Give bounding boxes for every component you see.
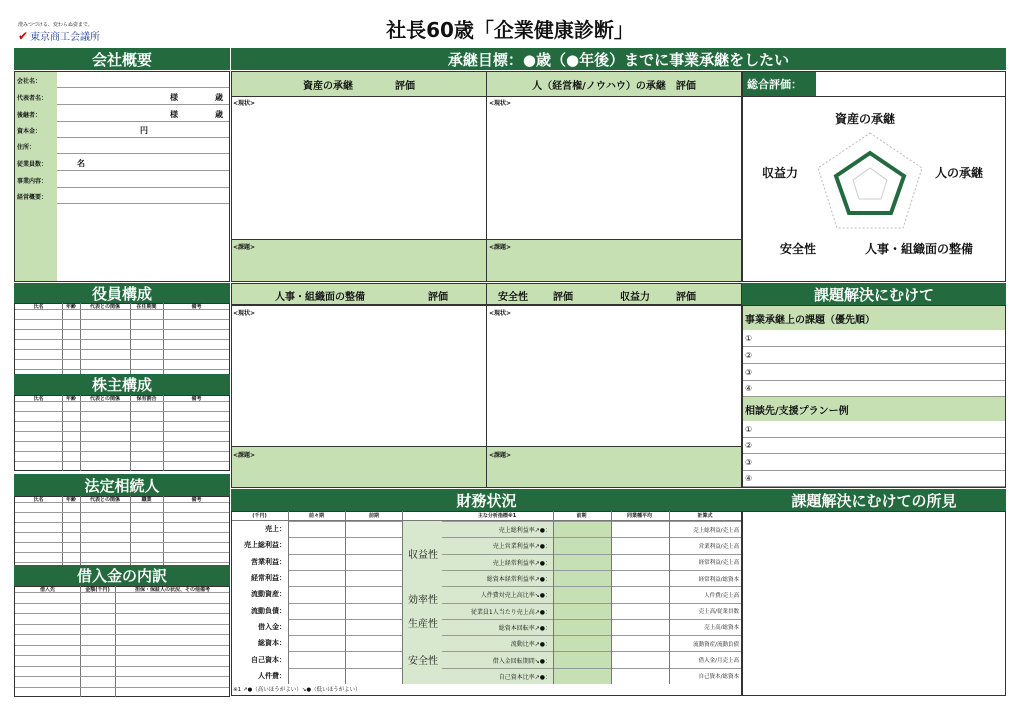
radar-chart	[815, 128, 925, 238]
loans-row[interactable]	[15, 666, 229, 677]
ratio-cell[interactable]	[611, 570, 669, 586]
hr-issue-label: <課題>	[233, 452, 256, 459]
shareholders-col-header: 年齢	[65, 395, 76, 402]
company-field-label: 住所：	[17, 143, 36, 151]
formula: 売上高/従業員数	[669, 603, 741, 619]
radar-label-asset: 資産の承継	[834, 112, 895, 126]
consult-row[interactable]: ①	[743, 421, 1005, 438]
safety-eval: 評価	[553, 292, 573, 303]
shareholders-row[interactable]	[15, 451, 229, 461]
people-eval: 評価	[675, 80, 696, 92]
radar-label-safety: 安全性	[780, 242, 817, 256]
finance-cell[interactable]	[289, 537, 345, 553]
ratio-label: 自己資本比率↗●：	[442, 668, 553, 684]
finance-cell[interactable]	[346, 554, 402, 570]
issue-row[interactable]: ②	[743, 347, 1005, 364]
ratio-cell[interactable]	[611, 668, 669, 684]
formula: 人件費/売上高	[669, 586, 741, 602]
officers-col-header: 在任期間	[136, 303, 157, 310]
ratio-cell[interactable]	[611, 586, 669, 602]
ratio-cell[interactable]	[611, 635, 669, 651]
officers-header: 役員構成	[14, 283, 230, 303]
loans-row[interactable]	[15, 687, 229, 698]
loans-row[interactable]	[15, 655, 229, 666]
people-issue-area[interactable]	[487, 239, 741, 281]
finance-cell[interactable]	[346, 537, 402, 553]
officers-row[interactable]	[15, 329, 229, 339]
ratio-cell[interactable]	[611, 521, 669, 537]
group-label: 効率性	[408, 594, 438, 606]
ratio-label: 総資本経常利益率↗●：	[442, 570, 553, 586]
ratio-label: 借入金回転期間↘●：	[442, 651, 553, 667]
ratio-cell[interactable]	[553, 619, 611, 635]
safety-issue-area[interactable]	[487, 446, 741, 487]
ratio-cell[interactable]	[611, 603, 669, 619]
page-title: 社長60歳「企業健康診断」	[386, 18, 634, 42]
ratio-col-header: 同業種平均	[626, 513, 652, 519]
finance-cell[interactable]	[289, 668, 345, 684]
shareholders-row[interactable]	[15, 411, 229, 421]
solve-header: 課題解決にむけて	[742, 283, 1006, 305]
finance-cell[interactable]	[346, 570, 402, 586]
shareholders-col-header: 氏名	[33, 395, 44, 402]
consult-row[interactable]: ④	[743, 470, 1005, 487]
ratio-cell[interactable]	[611, 651, 669, 667]
shareholders-row[interactable]	[15, 431, 229, 441]
sai-text: 歳	[215, 110, 223, 119]
finance-cell[interactable]	[346, 668, 402, 684]
formula: 売上総利益/売上高	[669, 521, 741, 537]
logo-tagline: 澄みつづける、変わらぬ姿まで。	[18, 22, 93, 28]
company-field-label: 後継者：	[17, 111, 42, 119]
finance-item-label: 自己資本：	[251, 655, 286, 664]
asset-issue-area[interactable]	[232, 239, 486, 281]
hr-issue-area[interactable]	[232, 446, 486, 487]
sama-text: 様	[170, 110, 178, 119]
asset-eval: 評価	[395, 80, 415, 92]
loans-row[interactable]	[15, 676, 229, 687]
yen-text: 円	[140, 126, 148, 135]
ratio-label: 従業員1人当たり売上高↗●：	[442, 603, 553, 619]
heirs-row[interactable]	[15, 522, 229, 532]
asset-status-label: <現状>	[233, 100, 256, 107]
people-title: 人（経営権/ノウハウ）の承継	[532, 80, 666, 92]
sama-text: 様	[170, 93, 178, 102]
period-header: 前々期	[308, 513, 324, 519]
ratio-cell[interactable]	[553, 635, 611, 651]
col-divider	[402, 511, 403, 684]
ratio-cell[interactable]	[553, 586, 611, 602]
officers-col-header: 代表との関係	[89, 303, 120, 310]
ratio-cell[interactable]	[553, 521, 611, 537]
heirs-row[interactable]	[15, 552, 229, 562]
shareholders-col-header: 代表との関係	[89, 395, 120, 402]
finance-cell[interactable]	[289, 586, 345, 602]
shareholders-col-header: 保有割合	[136, 395, 157, 402]
company-field-input[interactable]	[57, 72, 229, 88]
loans-row[interactable]	[15, 645, 229, 656]
finance-cell[interactable]	[346, 651, 402, 667]
finance-item-label: 借入金：	[258, 622, 286, 631]
ratio-col-header: 計算式	[697, 513, 713, 519]
finance-cell[interactable]	[346, 521, 402, 537]
loans-row[interactable]	[15, 613, 229, 624]
finance-item-label: 流動資産：	[251, 590, 286, 599]
ratio-cell[interactable]	[553, 554, 611, 570]
finance-cell[interactable]	[289, 554, 345, 570]
consult-row[interactable]: ③	[743, 454, 1005, 471]
heirs-row[interactable]	[15, 502, 229, 512]
heirs-row[interactable]	[15, 542, 229, 552]
loans-row[interactable]	[15, 592, 229, 603]
radar-label-profit: 収益力	[762, 166, 799, 180]
finance-item-label: 人件費：	[258, 671, 286, 680]
consult-title: 相談先/支援プランー例	[743, 397, 1005, 421]
officers-row[interactable]	[15, 319, 229, 329]
ratio-label: 売上営業利益率↗●：	[442, 537, 553, 553]
ratio-cell[interactable]	[553, 603, 611, 619]
company-field-label: 経営概要：	[17, 193, 48, 201]
group-label: 生産性	[408, 619, 438, 631]
company-field-label: 従業員数：	[17, 160, 48, 168]
hr-eval: 評価	[428, 292, 448, 303]
succession-header: 承継目標：●歳（●年後）までに事業承継をしたい	[231, 48, 1006, 70]
formula: 経常利益/売上高	[669, 554, 741, 570]
finance-cell[interactable]	[346, 586, 402, 602]
issue-row[interactable]: ①	[743, 330, 1005, 347]
overall-label: 総合評価：	[743, 72, 816, 96]
people-status-label: <現状>	[489, 100, 512, 107]
company-field-input[interactable]	[57, 138, 229, 154]
company-field-label: 事業内容：	[17, 177, 48, 185]
hr-title: 人事・組織面の整備	[275, 292, 365, 303]
logo	[18, 28, 100, 43]
people-title-bar	[487, 72, 741, 96]
col-divider	[611, 511, 612, 684]
heirs-col-header: 備考	[191, 496, 202, 503]
shareholders-header: 株主構成	[14, 374, 230, 395]
finance-header: 財務状況	[231, 489, 742, 511]
col-divider	[669, 511, 670, 684]
safety-title: 安全性	[498, 292, 528, 303]
finance-item-label: 売上：	[265, 525, 286, 534]
finance-cell[interactable]	[289, 521, 345, 537]
ratio-cell[interactable]	[611, 619, 669, 635]
officers-col-header: 備考	[191, 303, 202, 310]
finance-cell[interactable]	[289, 603, 345, 619]
formula: 自己資本/総資本	[669, 668, 741, 684]
ratio-header: 主な分析指標※1	[477, 513, 517, 519]
ratio-label: 売上経常利益率↗●：	[442, 554, 553, 570]
company-field-label: 代表者名：	[17, 94, 48, 102]
logo-name: 東京商工会議所	[30, 32, 101, 43]
consult-row[interactable]: ②	[743, 437, 1005, 454]
loans-row[interactable]	[15, 624, 229, 635]
opinion-area[interactable]	[742, 511, 1006, 696]
formula: 経常利益/総資本	[669, 570, 741, 586]
shareholders-row[interactable]	[15, 401, 229, 411]
finance-cell[interactable]	[289, 651, 345, 667]
logo-mark-icon: ✔	[18, 28, 29, 43]
loans-col-header: 担保・保証人の状況、その他備考	[134, 586, 210, 593]
issue-row[interactable]: ③	[743, 364, 1005, 381]
heirs-col-header: 代表との関係	[89, 496, 120, 503]
finance-note: ※1 ↗●（高いほうがよい）↘●（低いほうがよい）	[233, 687, 361, 693]
company-field-input[interactable]	[57, 172, 229, 188]
ratio-cell[interactable]	[553, 651, 611, 667]
formula: 営業利益/売上高	[669, 537, 741, 553]
heirs-row[interactable]	[15, 532, 229, 542]
safety-status-label: <現状>	[489, 310, 512, 317]
shareholders-row[interactable]	[15, 461, 229, 471]
safety-issue-label: <課題>	[489, 452, 512, 459]
col-divider	[288, 511, 289, 684]
sai-text: 歳	[215, 93, 223, 102]
ratio-label: 売上総利益率↗●：	[442, 521, 553, 537]
officers-row[interactable]	[15, 339, 229, 349]
ratio-col-header: 前期	[576, 513, 587, 519]
mei-text: 名	[77, 159, 85, 168]
officers-row[interactable]	[15, 309, 229, 319]
ratio-cell[interactable]	[553, 668, 611, 684]
company-field-input[interactable]	[57, 188, 229, 204]
shareholders-col-header: 備考	[191, 395, 202, 402]
asset-title-bar	[232, 72, 486, 96]
officers-col-header: 氏名	[33, 303, 44, 310]
company-field-label: 資本金：	[17, 127, 42, 135]
finance-cell[interactable]	[346, 603, 402, 619]
company-field-input[interactable]	[57, 89, 229, 105]
formula: 流動資産/流動負債	[669, 635, 741, 651]
finance-item-label: 営業利益：	[251, 557, 286, 566]
radar-label-people: 人の承継	[935, 166, 984, 180]
finance-cell[interactable]	[346, 619, 402, 635]
heirs-col-header: 年齢	[65, 496, 76, 503]
finance-item-label: 総資本：	[258, 639, 286, 648]
period-header: 前期	[368, 513, 379, 519]
loans-header: 借入金の内訳	[14, 565, 230, 586]
officers-row[interactable]	[15, 359, 229, 369]
formula: 売上高/総資本	[669, 619, 741, 635]
officers-row[interactable]	[15, 349, 229, 359]
ratio-cell[interactable]	[611, 554, 669, 570]
col-divider	[345, 511, 346, 684]
loans-col-header: 金額(千円)	[85, 586, 110, 593]
ratio-label: 総資本回転率↗●：	[442, 619, 553, 635]
group-label: 安全性	[408, 656, 438, 668]
profit-eval: 評価	[676, 292, 696, 303]
finance-item-label: 売上総利益：	[244, 541, 286, 550]
group-label: 収益性	[408, 550, 438, 562]
opinion-header: 課題解決にむけての所見	[742, 489, 1006, 511]
heirs-header: 法定相続人	[14, 474, 230, 496]
issues-title: 事業承継上の課題（優先順）	[743, 306, 1005, 330]
people-issue-label: <課題>	[489, 244, 512, 251]
ratio-cell[interactable]	[553, 570, 611, 586]
finance-cell[interactable]	[289, 570, 345, 586]
heirs-col-header: 氏名	[33, 496, 44, 503]
asset-issue-label: <課題>	[233, 244, 256, 251]
company-header: 会社概要	[14, 48, 230, 70]
officers-col-header: 年齢	[65, 303, 76, 310]
heirs-col-header: 職業	[141, 496, 152, 503]
ratio-label: 流動比率↗●：	[442, 635, 553, 651]
ratio-cell[interactable]	[553, 537, 611, 553]
shareholders-row[interactable]	[15, 441, 229, 451]
radar-label-hr: 人事・組織面の整備	[865, 242, 974, 256]
profit-title: 収益力	[620, 292, 650, 303]
finance-cell[interactable]	[289, 635, 345, 651]
finance-cell[interactable]	[346, 635, 402, 651]
company-field-input[interactable]	[57, 106, 229, 122]
finance-item-label: 流動負債：	[251, 606, 286, 615]
finance-cell[interactable]	[289, 619, 345, 635]
unit-label: (千円)	[252, 513, 267, 519]
company-field-label: 会社名：	[17, 77, 42, 85]
ratio-label: 人件費対売上高比率↘●：	[442, 586, 553, 602]
hr-status-label: <現状>	[233, 310, 256, 317]
shareholders-row[interactable]	[15, 421, 229, 431]
finance-item-label: 経常利益：	[251, 574, 286, 583]
asset-title: 資産の承継	[303, 80, 353, 92]
col-divider	[553, 511, 554, 684]
ratio-cell[interactable]	[611, 537, 669, 553]
loans-col-header: 借入先	[39, 586, 55, 593]
loans-row[interactable]	[15, 603, 229, 614]
issue-row[interactable]: ④	[743, 380, 1005, 397]
heirs-row[interactable]	[15, 512, 229, 522]
loans-row[interactable]	[15, 634, 229, 645]
formula: 借入金/月売上高	[669, 651, 741, 667]
